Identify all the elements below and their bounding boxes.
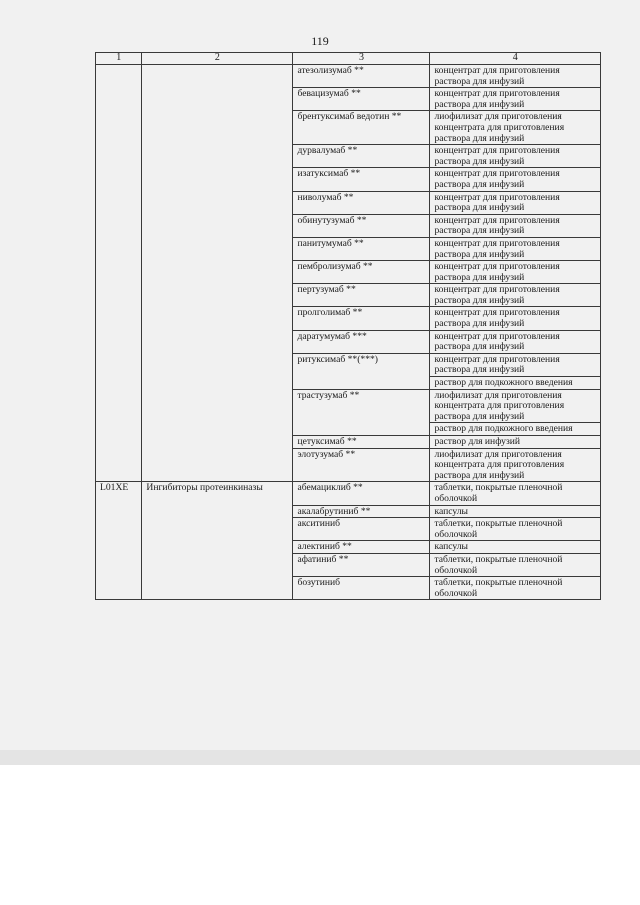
dosage-form-cell: концентрат для приготовления раствора для инфузий [430, 65, 601, 88]
dosage-form-cell: таблетки, покрытые пленочной оболочкой [430, 518, 601, 541]
table-row [96, 65, 601, 88]
drug-name-cell: атезолизумаб ** [293, 65, 430, 88]
dosage-form-cell: концентрат для приготовления раствора для инфузий [430, 145, 601, 168]
drug-name-cell: брентуксимаб ведотин ** [293, 111, 430, 145]
dosage-form-cell: концентрат для приготовления раствора для инфузий [430, 353, 601, 376]
dosage-form-cell: концентрат для приготовления раствора для инфузий [430, 191, 601, 214]
drug-name-cell: цетуксимаб ** [293, 436, 430, 449]
drug-name-cell: элотузумаб ** [293, 448, 430, 482]
header-col-3: 3 [293, 53, 430, 65]
dosage-form-cell: лиофилизат для приготовления концентрата для приготовления раствора для инфузий [430, 389, 601, 423]
scan-edge [0, 750, 640, 765]
dosage-form-cell: концентрат для приготовления раствора для инфузий [430, 237, 601, 260]
drug-name-cell: бевацизумаб ** [293, 88, 430, 111]
dosage-form-cell: раствор для подкожного введения [430, 423, 601, 436]
drug-name-cell: панитумумаб ** [293, 237, 430, 260]
dosage-form-cell: концентрат для приготовления раствора для инфузий [430, 330, 601, 353]
header-col-2: 2 [142, 53, 293, 65]
drug-name-cell: бозутиниб [293, 577, 430, 600]
dosage-form-cell: концентрат для приготовления раствора для инфузий [430, 284, 601, 307]
drug-name-cell: дурвалумаб ** [293, 145, 430, 168]
drug-name-cell: абемациклиб ** [293, 482, 430, 505]
drug-name-cell: алектиниб ** [293, 541, 430, 554]
header-col-1: 1 [96, 53, 142, 65]
dosage-form-cell: лиофилизат для приготовления концентрата для приготовления раствора для инфузий [430, 111, 601, 145]
dosage-form-cell: концентрат для приготовления раствора для инфузий [430, 261, 601, 284]
dosage-form-cell: капсулы [430, 505, 601, 518]
drug-name-cell: пертузумаб ** [293, 284, 430, 307]
drug-name-cell: пролголимаб ** [293, 307, 430, 330]
drug-name-cell: ниволумаб ** [293, 191, 430, 214]
dosage-form-cell: раствор для инфузий [430, 436, 601, 449]
dosage-form-cell: концентрат для приготовления раствора для инфузий [430, 88, 601, 111]
dosage-form-cell: концентрат для приготовления раствора для инфузий [430, 307, 601, 330]
atc-code-cell [96, 65, 142, 482]
dosage-form-cell: капсулы [430, 541, 601, 554]
table-header-row [96, 53, 601, 65]
dosage-form-cell: таблетки, покрытые пленочной оболочкой [430, 482, 601, 505]
dosage-form-cell: лиофилизат для приготовления концентрата для приготовления раствора для инфузий [430, 448, 601, 482]
drug-name-cell: даратумумаб *** [293, 330, 430, 353]
header-col-4: 4 [430, 53, 601, 65]
drug-name-cell: акалабрутиниб ** [293, 505, 430, 518]
group-name-cell: Ингибиторы протеинкиназы [142, 482, 293, 600]
dosage-form-cell: концентрат для приготовления раствора для инфузий [430, 168, 601, 191]
dosage-form-cell: таблетки, покрытые пленочной оболочкой [430, 577, 601, 600]
drug-name-cell: трастузумаб ** [293, 389, 430, 435]
page-number: 119 [311, 34, 329, 48]
drug-name-cell: афатиниб ** [293, 553, 430, 576]
dosage-form-cell: концентрат для приготовления раствора для инфузий [430, 214, 601, 237]
group-name-cell [142, 65, 293, 482]
drug-table [95, 52, 601, 600]
drug-name-cell: акситиниб [293, 518, 430, 541]
drug-name-cell: обинутузумаб ** [293, 214, 430, 237]
drug-name-cell: пембролизумаб ** [293, 261, 430, 284]
dosage-form-cell: раствор для подкожного введения [430, 377, 601, 390]
table-row [96, 482, 601, 505]
drug-name-cell: изатуксимаб ** [293, 168, 430, 191]
atc-code-cell: L01XE [96, 482, 142, 600]
drug-name-cell: ритуксимаб **(***) [293, 353, 430, 389]
dosage-form-cell: таблетки, покрытые пленочной оболочкой [430, 553, 601, 576]
